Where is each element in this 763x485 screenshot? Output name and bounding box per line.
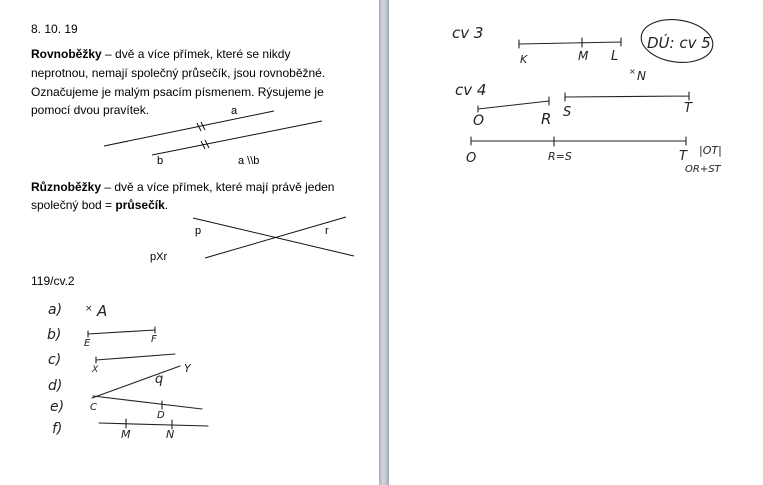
intersecting-text-end: . — [164, 198, 169, 212]
line-r — [205, 217, 346, 258]
date: 8. 10. 19 — [31, 22, 78, 36]
parallel-definition-line-3: Označujeme je malým psacím písmenem. Rýsujeme je — [31, 85, 324, 99]
point-e-label: E — [84, 338, 91, 349]
item-f-label: f) — [52, 421, 63, 437]
line-b — [152, 121, 322, 155]
point-k-label: K — [520, 53, 528, 66]
term-parallel: Rovnoběžky — [31, 47, 102, 61]
point-o-label: O — [473, 113, 485, 129]
exercise-reference: 119/cv.2 — [31, 274, 75, 288]
item-c-label: c) — [48, 352, 62, 368]
left-drawings — [0, 0, 379, 485]
cv3-heading: cv 3 — [452, 24, 484, 42]
left-page — [0, 0, 379, 485]
right-drawings — [389, 0, 763, 485]
point-y-label: Y — [184, 362, 191, 375]
line-q-label: q — [155, 372, 164, 387]
ray-xy — [96, 354, 175, 363]
segment-or — [478, 97, 549, 112]
intersecting-notation: pXr — [150, 251, 168, 263]
page-gutter — [379, 0, 389, 485]
item-d-label: d) — [48, 378, 63, 394]
point-r-label: R — [541, 110, 552, 128]
point-m-label: M — [121, 428, 131, 441]
length-sum: OR+ST — [685, 164, 721, 175]
segment-ef — [88, 327, 155, 337]
homework-note: DÚ: cv 5 — [647, 34, 711, 52]
item-e-label: e) — [50, 399, 65, 415]
label-a: a — [231, 105, 238, 117]
line-p — [193, 218, 354, 256]
term-intersection-point: průsečík — [115, 198, 165, 212]
line-a — [104, 111, 274, 146]
ray-cd — [93, 396, 202, 409]
segment-kl — [519, 38, 621, 48]
point-t2-label: T — [679, 149, 687, 164]
point-a-cross: × — [85, 304, 93, 314]
point-s-label: S — [563, 105, 572, 120]
intersecting-text-2: společný bod = — [31, 198, 116, 212]
parallel-definition-line-4: pomocí dvou pravítek. — [31, 103, 150, 117]
point-n-label: N — [166, 428, 175, 441]
point-x-label: X — [92, 365, 99, 375]
label-r: r — [325, 225, 329, 237]
point-d-label: D — [157, 410, 165, 421]
point-o2-label: O — [466, 151, 477, 166]
point-t-label: T — [684, 101, 692, 116]
item-a-label: a) — [48, 302, 63, 318]
parallel-definition-line-2: neprotnou, nemají společný průsečík, jsou rovnoběžné. — [31, 66, 326, 80]
length-ot: |OT| — [699, 144, 722, 157]
line-q — [92, 366, 180, 398]
cv4-heading: cv 4 — [455, 81, 487, 99]
point-l-label: L — [611, 49, 619, 64]
point-n-label: N — [637, 69, 646, 83]
label-p: p — [195, 225, 202, 237]
point-f-label: F — [151, 334, 157, 345]
point-a-label: A — [97, 302, 108, 320]
parallel-text-1: – dvě a více přímek, které se nikdy — [105, 47, 291, 61]
right-page — [389, 0, 763, 485]
line-mn — [99, 423, 208, 426]
parallel-notation: a \\b — [238, 155, 260, 167]
label-b: b — [157, 155, 164, 167]
point-c-label: C — [90, 402, 97, 413]
segment-st — [565, 92, 689, 101]
segment-ot — [471, 137, 686, 145]
point-rs-label: R=S — [548, 150, 572, 163]
term-intersecting: Různoběžky — [31, 180, 102, 194]
point-m-label: M — [578, 49, 589, 63]
intersecting-text-1: – dvě a více přímek, které mají právě jeden — [104, 180, 335, 194]
item-b-label: b) — [47, 327, 62, 343]
point-n-cross: × — [629, 67, 636, 76]
